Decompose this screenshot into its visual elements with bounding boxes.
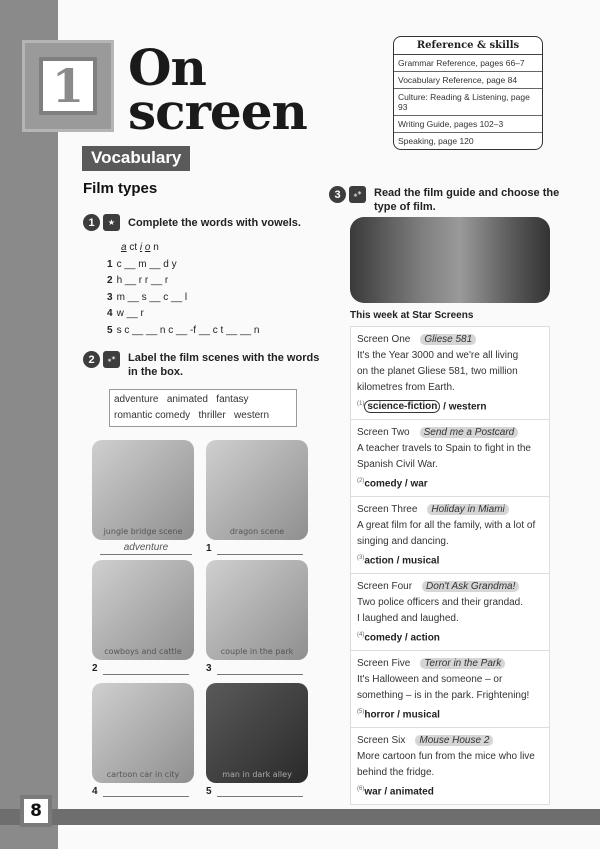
scene-picture-5: man in dark alley xyxy=(206,683,308,783)
gap-item[interactable]: 4 w __ r xyxy=(107,308,144,319)
section-banner: Vocabulary xyxy=(82,146,190,171)
screen-card: Screen Two Send me a Postcard A teacher travels to Spain to fight in the Spanish Civil War. $^{(2)}$comedy / war xyxy=(350,419,550,497)
reference-item: Writing Guide, pages 102–3 xyxy=(394,116,542,133)
example-answer: adventure xyxy=(123,542,169,553)
star-icon: ★ xyxy=(103,214,120,231)
star-icon: ⁎* xyxy=(103,351,120,368)
word-box: adventure animated fantasy romantic comedy thriller western xyxy=(109,389,297,427)
exercise-instruction: Read the film guide and choose the type of film. xyxy=(374,187,560,213)
exercise-instruction: Complete the words with vowels. xyxy=(128,216,301,229)
example-word: a ct i o n xyxy=(121,242,159,253)
reference-item: Grammar Reference, pages 66–7 xyxy=(394,55,542,72)
reference-heading: Reference & skills xyxy=(394,37,542,55)
choice-options[interactable]: comedy / action xyxy=(364,632,440,644)
page-number: 8 xyxy=(24,799,48,823)
unit-number-box xyxy=(22,40,114,132)
choice-options[interactable]: comedy / war xyxy=(364,478,428,490)
scene-label-number: 5 xyxy=(206,786,212,797)
scene-picture-1: dragon scene xyxy=(206,440,308,540)
choice-selected[interactable]: science-fiction xyxy=(364,400,440,413)
choice-options[interactable]: horror / musical xyxy=(364,709,440,721)
choice-option[interactable]: / western xyxy=(440,401,487,413)
exercise-number: 1 xyxy=(83,214,100,231)
answer-line[interactable] xyxy=(217,796,303,797)
reference-skills-box xyxy=(393,36,543,150)
star-icon: ⁎* xyxy=(349,186,366,203)
screen-card: Screen One Gliese 581 It's the Year 3000 and we're all living on the planet Gliese 581, two million kilometres from Earth. $^{(1)}$ science-fiction / western xyxy=(350,326,550,420)
scene-label-number: 3 xyxy=(206,663,212,674)
scene-picture-4: cartoon car in city xyxy=(92,683,194,783)
gap-item[interactable]: 2 h __ r r __ r xyxy=(107,275,169,286)
section-subheading: Film types xyxy=(83,180,158,197)
unit-title-line2: screen xyxy=(128,82,307,141)
gap-item[interactable]: 5 s c __ __ n c __ -f __ c t __ __ n xyxy=(107,324,260,336)
screen-card: Screen Five Terror in the Park It's Halloween and someone – or something – is in the park. Frightening! $^{(5)}$horror / musical xyxy=(350,650,550,728)
scene-label-number: 1 xyxy=(206,543,212,554)
unit-title xyxy=(128,38,307,141)
screen-card: Screen Six Mouse House 2 More cartoon fun from the mice who live behind the fridge. $^{(6)}$war / animated xyxy=(350,727,550,805)
scene-picture-adventure: jungle bridge scene xyxy=(92,440,194,540)
footer-band xyxy=(0,809,600,825)
exercise-number: 3 xyxy=(329,186,346,203)
exercise-instruction: Label the film scenes with the words in the box. xyxy=(128,352,320,378)
exercise-badge xyxy=(83,214,120,231)
screen-card: Screen Four Don't Ask Grandma! Two police officers and their grandad. I laughed and laughed. $^{(4)}$comedy / action xyxy=(350,573,550,651)
reference-item: Vocabulary Reference, page 84 xyxy=(394,72,542,89)
reference-item: Speaking, page 120 xyxy=(398,136,474,146)
cinema-audience-photo xyxy=(350,217,550,303)
unit-title-line1: On xyxy=(128,38,206,97)
answer-line[interactable] xyxy=(103,674,189,675)
exercise-1-items xyxy=(107,240,259,339)
exercise-2-header xyxy=(83,351,319,379)
scene-label-number: 2 xyxy=(92,663,98,674)
exercise-number: 2 xyxy=(83,351,100,368)
exercise-badge xyxy=(329,186,366,203)
answer-line[interactable] xyxy=(100,554,192,555)
exercise-badge xyxy=(83,351,120,368)
scene-picture-3: couple in the park xyxy=(206,560,308,660)
gap-item[interactable]: 1 c __ m __ d y xyxy=(107,258,177,270)
unit-number: 1 xyxy=(39,57,97,115)
gap-item[interactable]: 3 m __ s __ c __ l xyxy=(107,291,188,303)
choice-options[interactable]: war / animated xyxy=(364,786,434,798)
scene-picture-2: cowboys and cattle xyxy=(92,560,194,660)
page-number-box xyxy=(20,795,52,827)
answer-line[interactable] xyxy=(217,554,303,555)
choice-options[interactable]: action / musical xyxy=(364,555,440,567)
answer-line[interactable] xyxy=(103,796,189,797)
screen-card: Screen Three Holiday in Miami A great film for all the family, with a lot of singing and dancing. $^{(3)}$action / musical xyxy=(350,496,550,574)
reference-item: Culture: Reading & Listening, page 93 xyxy=(394,89,542,116)
exercise-1-header xyxy=(83,214,301,231)
exercise-3-header xyxy=(329,186,574,214)
film-guide-title: This week at Star Screens xyxy=(350,310,474,321)
scene-label-number: 4 xyxy=(92,786,98,797)
answer-line[interactable] xyxy=(217,674,303,675)
